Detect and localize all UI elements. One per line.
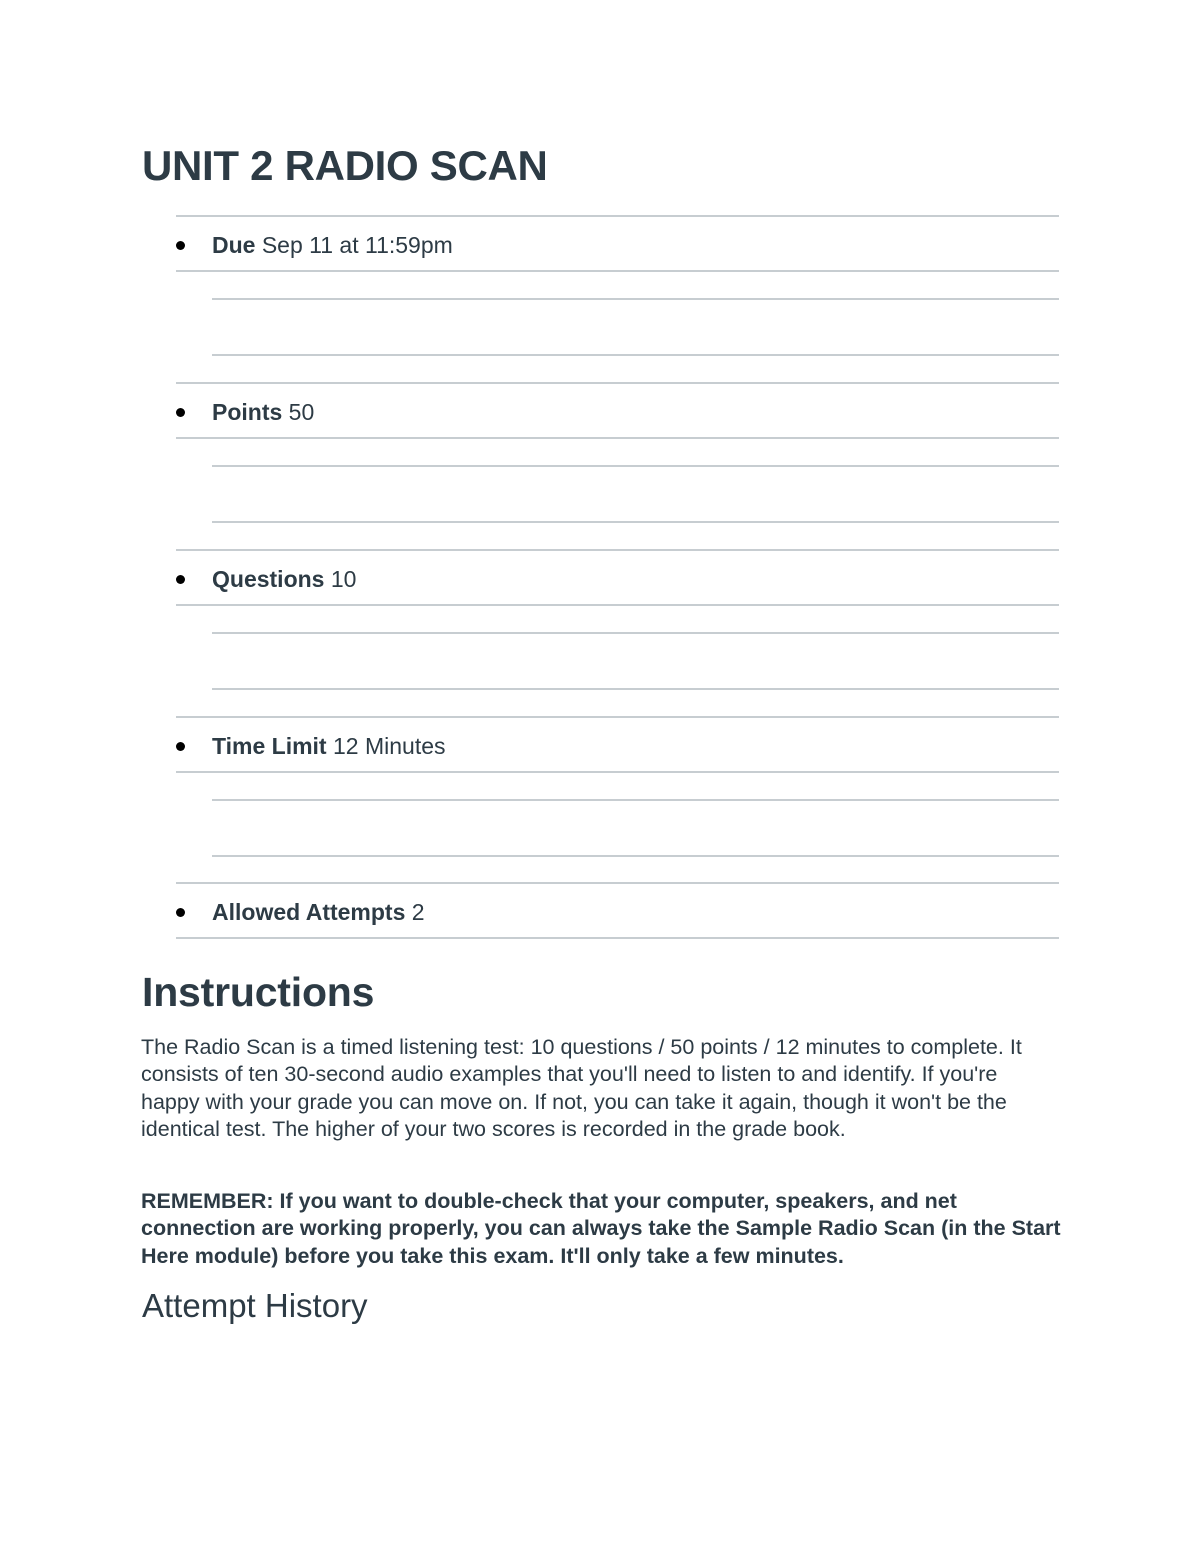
instructions-paragraph: The Radio Scan is a timed listening test: 10 questions / 50 points / 12 minutes to complete. It consists of ten 30-second audio examples that you'll need to listen to and identify. If you're happy with your grade you can move on. If not, you can take it again, though it won't be the identical test. The higher of your two scores is recorded in the grade book.	[141, 1035, 1022, 1141]
detail-value-questions: 10	[330, 566, 357, 592]
bullet-icon	[176, 241, 185, 250]
divider	[212, 855, 1059, 857]
divider	[176, 937, 1059, 939]
detail-value-due: Sep 11 at 11:59pm	[261, 232, 453, 258]
bullet-icon	[176, 575, 185, 584]
bullet-icon	[176, 742, 185, 751]
bullet-icon	[176, 908, 185, 917]
detail-label-due: Due	[212, 232, 256, 258]
detail-label-allowed-attempts: Allowed Attempts	[212, 899, 406, 925]
divider	[176, 382, 1059, 384]
divider	[176, 716, 1059, 718]
instructions-heading: Instructions	[142, 969, 375, 1015]
divider	[212, 354, 1059, 356]
detail-label-time-limit: Time Limit	[212, 733, 327, 759]
divider	[176, 549, 1059, 551]
divider	[212, 799, 1059, 801]
divider	[176, 215, 1059, 217]
divider	[176, 604, 1059, 606]
detail-label-points: Points	[212, 399, 283, 425]
divider	[212, 465, 1059, 467]
detail-value-time-limit: 12 Minutes	[333, 733, 446, 759]
detail-value-allowed-attempts: 2	[411, 899, 425, 925]
divider	[212, 298, 1059, 300]
divider	[212, 632, 1059, 634]
bullet-icon	[176, 408, 185, 417]
divider	[176, 270, 1059, 272]
page-title: UNIT 2 RADIO SCAN	[142, 142, 548, 189]
remember-note: REMEMBER: If you want to double-check that your computer, speakers, and net connection are working properly, you can always take the Sample Radio Scan (in the Start Here module) before you take this exam. It'll only take a few minutes.	[141, 1189, 1061, 1268]
divider	[212, 688, 1059, 690]
divider	[176, 437, 1059, 439]
detail-item-allowed-attempts	[176, 897, 1059, 927]
detail-value-points: 50	[288, 399, 315, 425]
detail-item-points	[176, 397, 1059, 427]
divider	[212, 521, 1059, 523]
detail-item-questions	[176, 564, 1059, 594]
divider	[176, 882, 1059, 884]
detail-item-time-limit	[176, 731, 1059, 761]
attempt-history-heading: Attempt History	[142, 1287, 368, 1324]
detail-item-due	[176, 230, 1059, 260]
divider	[176, 771, 1059, 773]
detail-label-questions: Questions	[212, 566, 325, 592]
